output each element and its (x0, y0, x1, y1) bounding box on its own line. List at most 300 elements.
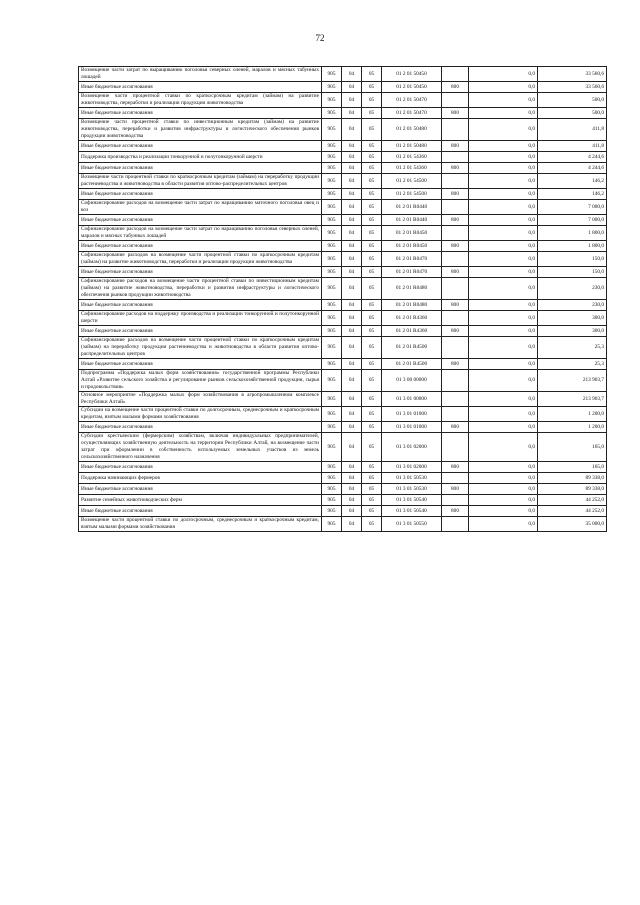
cell-section-code: 04 (342, 119, 362, 141)
cell-amount-2: 165,0 (538, 462, 607, 473)
table-row (79, 484, 607, 495)
cell-description: Развитие семейных животноводческих ферм (79, 495, 322, 506)
cell-description: Иные бюджетные ассигнования (79, 300, 322, 311)
cell-amount-1: 0,0 (469, 517, 538, 532)
cell-subsection-code: 05 (362, 517, 382, 532)
cell-target-article: 01 3 01 00000 (382, 392, 442, 407)
cell-ministry-code: 905 (322, 174, 342, 189)
cell-section-code: 04 (342, 278, 362, 300)
cell-target-article: 01 2 01 50470 (382, 93, 442, 108)
cell-section-code: 04 (342, 174, 362, 189)
cell-subsection-code: 05 (362, 119, 382, 141)
cell-section-code: 04 (342, 189, 362, 200)
cell-ministry-code: 905 (322, 473, 342, 484)
cell-target-article: 01 2 01 R0470 (382, 252, 442, 267)
cell-amount-1: 0,0 (469, 484, 538, 495)
cell-ministry-code: 905 (322, 433, 342, 462)
cell-amount-2: 35 000,0 (538, 517, 607, 532)
cell-section-code: 04 (342, 473, 362, 484)
cell-subsection-code: 05 (362, 267, 382, 278)
cell-ministry-code: 905 (322, 93, 342, 108)
cell-amount-2: 4 244,6 (538, 152, 607, 163)
cell-section-code: 04 (342, 252, 362, 267)
cell-target-article: 01 2 01 50450 (382, 82, 442, 93)
table-row (79, 433, 607, 462)
cell-target-article: 01 2 01 50470 (382, 108, 442, 119)
cell-amount-1: 0,0 (469, 473, 538, 484)
cell-ministry-code: 905 (322, 311, 342, 326)
cell-ministry-code: 905 (322, 108, 342, 119)
cell-subsection-code: 05 (362, 370, 382, 392)
cell-description: Иные бюджетные ассигнования (79, 163, 322, 174)
cell-expense-type (442, 337, 469, 359)
cell-section-code: 04 (342, 108, 362, 119)
cell-ministry-code: 905 (322, 200, 342, 215)
cell-ministry-code: 905 (322, 517, 342, 532)
cell-section-code: 04 (342, 311, 362, 326)
cell-amount-2: 146,2 (538, 189, 607, 200)
cell-subsection-code: 05 (362, 506, 382, 517)
cell-description: Софинансирование расходов на возмещение части затрат по наращиванию поголовья северных оленей, маралов и мясных табунных лошадей (79, 226, 322, 241)
cell-target-article: 01 2 01 50450 (382, 67, 442, 82)
cell-expense-type: 800 (442, 82, 469, 93)
cell-target-article: 01 2 01 R0440 (382, 215, 442, 226)
table-row (79, 392, 607, 407)
cell-amount-1: 0,0 (469, 495, 538, 506)
cell-amount-2: 33 560,6 (538, 67, 607, 82)
table-row (79, 226, 607, 241)
cell-ministry-code: 905 (322, 82, 342, 93)
cell-subsection-code: 05 (362, 359, 382, 370)
cell-expense-type: 800 (442, 484, 469, 495)
cell-target-article: 01 3 01 01000 (382, 422, 442, 433)
cell-expense-type: 800 (442, 422, 469, 433)
cell-description: Возмещение части процентной ставки по краткосрочным кредитам (займам) на переработку продукции растениеводства и животноводства в области развития оптово-распределительных центров (79, 174, 322, 189)
cell-amount-2: 25,3 (538, 337, 607, 359)
cell-description: Иные бюджетные ассигнования (79, 189, 322, 200)
cell-ministry-code: 905 (322, 226, 342, 241)
table-row (79, 359, 607, 370)
page-number: 72 (315, 33, 325, 43)
cell-target-article: 01 3 01 50550 (382, 517, 442, 532)
cell-amount-2: 1 800,0 (538, 226, 607, 241)
cell-amount-2: 89 338,0 (538, 473, 607, 484)
cell-target-article: 01 2 01 R0450 (382, 226, 442, 241)
cell-description: Поддержка производства и реализации тонкорунной и полутонкорунной шерсти (79, 152, 322, 163)
cell-subsection-code: 05 (362, 337, 382, 359)
cell-amount-2: 411,8 (538, 119, 607, 141)
table-row (79, 300, 607, 311)
cell-section-code: 04 (342, 506, 362, 517)
cell-target-article: 01 2 01 54360 (382, 152, 442, 163)
cell-amount-1: 0,0 (469, 200, 538, 215)
cell-expense-type (442, 152, 469, 163)
cell-amount-2: 89 338,0 (538, 484, 607, 495)
table-row (79, 495, 607, 506)
cell-subsection-code: 05 (362, 163, 382, 174)
cell-target-article: 01 2 01 R4360 (382, 311, 442, 326)
cell-description: Софинансирование расходов на возмещение части процентной ставки по краткосрочным кредитам (займам) на переработку продукции растениеводства и животноводства в области развития оптово-распределительных центров (79, 337, 322, 359)
cell-section-code: 04 (342, 359, 362, 370)
cell-ministry-code: 905 (322, 241, 342, 252)
cell-expense-type: 800 (442, 267, 469, 278)
cell-description: Софинансирование расходов на возмещение части затрат по наращиванию маточного поголовья овец и коз (79, 200, 322, 215)
cell-ministry-code: 905 (322, 152, 342, 163)
table-row (79, 174, 607, 189)
cell-description: Иные бюджетные ассигнования (79, 108, 322, 119)
cell-expense-type (442, 495, 469, 506)
cell-target-article: 01 2 01 R0440 (382, 200, 442, 215)
cell-ministry-code: 905 (322, 119, 342, 141)
cell-target-article: 01 3 01 50540 (382, 495, 442, 506)
cell-section-code: 04 (342, 300, 362, 311)
cell-subsection-code: 05 (362, 141, 382, 152)
cell-amount-1: 0,0 (469, 152, 538, 163)
cell-expense-type (442, 200, 469, 215)
cell-amount-1: 0,0 (469, 174, 538, 189)
cell-amount-1: 0,0 (469, 337, 538, 359)
cell-ministry-code: 905 (322, 278, 342, 300)
cell-ministry-code: 905 (322, 484, 342, 495)
cell-target-article: 01 2 01 R4500 (382, 337, 442, 359)
cell-subsection-code: 05 (362, 311, 382, 326)
cell-section-code: 04 (342, 67, 362, 82)
cell-expense-type: 800 (442, 108, 469, 119)
cell-description: Софинансирование расходов на возмещение части процентной ставки по инвестиционным кредитам (займам) на развитие животноводства, переработки и развития инфраструктуры и логистического обеспечения рынков продукции животноводства (79, 278, 322, 300)
cell-subsection-code: 05 (362, 174, 382, 189)
cell-target-article: 01 2 01 54360 (382, 163, 442, 174)
cell-description: Возмещение части процентной ставки по краткосрочным кредитам (займам) на развитие животноводства, переработки и реализации продукции животноводства (79, 93, 322, 108)
cell-subsection-code: 05 (362, 152, 382, 163)
cell-expense-type (442, 407, 469, 422)
cell-amount-1: 0,0 (469, 392, 538, 407)
table-row (79, 370, 607, 392)
cell-amount-1: 0,0 (469, 462, 538, 473)
cell-amount-1: 0,0 (469, 67, 538, 82)
cell-expense-type (442, 278, 469, 300)
cell-amount-1: 0,0 (469, 108, 538, 119)
cell-description: Иные бюджетные ассигнования (79, 267, 322, 278)
cell-ministry-code: 905 (322, 300, 342, 311)
cell-amount-1: 0,0 (469, 189, 538, 200)
cell-section-code: 04 (342, 326, 362, 337)
cell-expense-type (442, 517, 469, 532)
table-row (79, 141, 607, 152)
cell-subsection-code: 05 (362, 407, 382, 422)
cell-target-article: 01 2 01 50480 (382, 119, 442, 141)
cell-section-code: 04 (342, 433, 362, 462)
cell-amount-1: 0,0 (469, 359, 538, 370)
cell-target-article: 01 2 01 54500 (382, 174, 442, 189)
cell-subsection-code: 05 (362, 495, 382, 506)
cell-expense-type (442, 473, 469, 484)
table-row (79, 407, 607, 422)
cell-target-article: 01 3 01 50540 (382, 506, 442, 517)
cell-description: Возмещение части процентной ставки по инвестиционным кредитам (займам) на развитие животноводства, переработки и развития инфраструктуры и логистического обеспечения рынков продукции животноводства (79, 119, 322, 141)
table-row (79, 152, 607, 163)
cell-amount-1: 0,0 (469, 215, 538, 226)
cell-description: Возмещение части процентной ставки по долгосрочным, среднесрочным и краткосрочным кредитам, взятым малыми формами хозяйствования (79, 517, 322, 532)
cell-section-code: 04 (342, 141, 362, 152)
cell-ministry-code: 905 (322, 506, 342, 517)
table-row (79, 119, 607, 141)
cell-section-code: 04 (342, 152, 362, 163)
cell-section-code: 04 (342, 215, 362, 226)
budget-table-body (79, 67, 607, 532)
cell-ministry-code: 905 (322, 189, 342, 200)
cell-amount-2: 44 252,0 (538, 506, 607, 517)
cell-expense-type (442, 226, 469, 241)
cell-description: Иные бюджетные ассигнования (79, 422, 322, 433)
cell-ministry-code: 905 (322, 141, 342, 152)
cell-section-code: 04 (342, 241, 362, 252)
cell-subsection-code: 05 (362, 215, 382, 226)
cell-expense-type: 800 (442, 241, 469, 252)
cell-description: Софинансирование расходов на возмещение части процентной ставки по краткосрочным кредитам (займам) на развитие животноводства, переработки и реализации продукции животноводства (79, 252, 322, 267)
cell-amount-2: 7 000,0 (538, 200, 607, 215)
cell-expense-type (442, 392, 469, 407)
cell-target-article: 01 2 01 R0480 (382, 300, 442, 311)
cell-ministry-code: 905 (322, 326, 342, 337)
cell-expense-type (442, 311, 469, 326)
cell-amount-2: 33 560,6 (538, 82, 607, 93)
cell-target-article: 01 3 01 50530 (382, 473, 442, 484)
cell-target-article: 01 2 01 54500 (382, 189, 442, 200)
table-row (79, 189, 607, 200)
cell-amount-2: 25,3 (538, 359, 607, 370)
cell-subsection-code: 05 (362, 326, 382, 337)
cell-subsection-code: 05 (362, 278, 382, 300)
table-row (79, 252, 607, 267)
cell-ministry-code: 905 (322, 370, 342, 392)
table-row (79, 163, 607, 174)
cell-expense-type (442, 174, 469, 189)
cell-description: Иные бюджетные ассигнования (79, 215, 322, 226)
cell-amount-1: 0,0 (469, 241, 538, 252)
cell-amount-1: 0,0 (469, 82, 538, 93)
cell-amount-1: 0,0 (469, 226, 538, 241)
cell-ministry-code: 905 (322, 163, 342, 174)
cell-description: Иные бюджетные ассигнования (79, 326, 322, 337)
cell-description: Софинансирование расходов на поддержку производства и реализации тонкорунной и полутонкорунной шерсти (79, 311, 322, 326)
table-row (79, 422, 607, 433)
cell-expense-type (442, 370, 469, 392)
cell-section-code: 04 (342, 200, 362, 215)
cell-description: Возмещение части затрат по выращиванию поголовья северных оленей, маралов и мясных табунных лошадей (79, 67, 322, 82)
cell-section-code: 04 (342, 495, 362, 506)
cell-amount-2: 300,0 (538, 326, 607, 337)
table-row (79, 215, 607, 226)
cell-section-code: 04 (342, 82, 362, 93)
cell-subsection-code: 05 (362, 93, 382, 108)
cell-amount-1: 0,0 (469, 252, 538, 267)
cell-amount-1: 0,0 (469, 506, 538, 517)
cell-expense-type: 800 (442, 141, 469, 152)
cell-description: Иные бюджетные ассигнования (79, 241, 322, 252)
cell-amount-2: 213 903,7 (538, 370, 607, 392)
cell-amount-1: 0,0 (469, 370, 538, 392)
cell-amount-2: 500,0 (538, 108, 607, 119)
cell-ministry-code: 905 (322, 337, 342, 359)
table-row (79, 67, 607, 82)
cell-target-article: 01 3 01 01000 (382, 407, 442, 422)
cell-description: Иные бюджетные ассигнования (79, 462, 322, 473)
cell-amount-2: 230,0 (538, 278, 607, 300)
table-row (79, 278, 607, 300)
cell-ministry-code: 905 (322, 215, 342, 226)
cell-target-article: 01 2 01 50480 (382, 141, 442, 152)
cell-amount-2: 7 000,0 (538, 215, 607, 226)
cell-target-article: 01 3 01 50530 (382, 484, 442, 495)
cell-amount-1: 0,0 (469, 93, 538, 108)
table-row (79, 108, 607, 119)
cell-amount-2: 213 903,7 (538, 392, 607, 407)
cell-amount-2: 150,0 (538, 252, 607, 267)
cell-amount-1: 0,0 (469, 267, 538, 278)
cell-amount-2: 230,0 (538, 300, 607, 311)
cell-target-article: 01 2 01 R4500 (382, 359, 442, 370)
cell-amount-2: 1 800,0 (538, 241, 607, 252)
cell-subsection-code: 05 (362, 241, 382, 252)
cell-ministry-code: 905 (322, 422, 342, 433)
cell-target-article: 01 3 01 02000 (382, 433, 442, 462)
cell-subsection-code: 05 (362, 433, 382, 462)
cell-section-code: 04 (342, 392, 362, 407)
cell-amount-1: 0,0 (469, 422, 538, 433)
table-row (79, 462, 607, 473)
cell-amount-2: 300,0 (538, 311, 607, 326)
cell-section-code: 04 (342, 163, 362, 174)
cell-amount-1: 0,0 (469, 119, 538, 141)
cell-target-article: 01 3 01 02000 (382, 462, 442, 473)
cell-subsection-code: 05 (362, 422, 382, 433)
table-row (79, 200, 607, 215)
cell-target-article: 01 2 01 R0450 (382, 241, 442, 252)
cell-subsection-code: 05 (362, 189, 382, 200)
cell-expense-type: 800 (442, 215, 469, 226)
cell-amount-2: 411,8 (538, 141, 607, 152)
cell-section-code: 04 (342, 226, 362, 241)
table-row (79, 337, 607, 359)
cell-amount-1: 0,0 (469, 141, 538, 152)
cell-amount-1: 0,0 (469, 300, 538, 311)
cell-subsection-code: 05 (362, 108, 382, 119)
cell-amount-2: 1 200,0 (538, 422, 607, 433)
cell-ministry-code: 905 (322, 359, 342, 370)
cell-section-code: 04 (342, 93, 362, 108)
cell-amount-1: 0,0 (469, 407, 538, 422)
table-row (79, 326, 607, 337)
cell-amount-2: 165,0 (538, 433, 607, 462)
cell-amount-2: 146,2 (538, 174, 607, 189)
cell-target-article: 01 3 00 00000 (382, 370, 442, 392)
cell-expense-type: 800 (442, 300, 469, 311)
cell-section-code: 04 (342, 370, 362, 392)
cell-expense-type: 800 (442, 359, 469, 370)
cell-section-code: 04 (342, 337, 362, 359)
cell-expense-type: 800 (442, 189, 469, 200)
cell-target-article: 01 2 01 R4360 (382, 326, 442, 337)
cell-expense-type: 800 (442, 163, 469, 174)
cell-section-code: 04 (342, 517, 362, 532)
table-row (79, 473, 607, 484)
cell-subsection-code: 05 (362, 484, 382, 495)
cell-description: Субсидии на возмещение части процентной ставки по долгосрочным, среднесрочным и краткосрочным кредитам, взятым малыми формами хозяйствования (79, 407, 322, 422)
table-row (79, 82, 607, 93)
cell-amount-2: 44 252,0 (538, 495, 607, 506)
cell-description: Иные бюджетные ассигнования (79, 506, 322, 517)
cell-subsection-code: 05 (362, 200, 382, 215)
cell-subsection-code: 05 (362, 67, 382, 82)
cell-subsection-code: 05 (362, 226, 382, 241)
cell-description: Субсидии крестьянским (фермерским) хозяйствам, включая индивидуальных предпринимателей, осуществляющих хозяйственную деятельность на территории Республики Алтай, на возмещение части затрат при оформлении в собственность используемых земельных участков из земель сельскохозяйственного назначения (79, 433, 322, 462)
cell-amount-2: 150,0 (538, 267, 607, 278)
cell-expense-type: 800 (442, 462, 469, 473)
cell-amount-1: 0,0 (469, 433, 538, 462)
cell-expense-type (442, 252, 469, 267)
cell-ministry-code: 905 (322, 67, 342, 82)
cell-description: Иные бюджетные ассигнования (79, 141, 322, 152)
cell-amount-1: 0,0 (469, 163, 538, 174)
cell-expense-type (442, 67, 469, 82)
cell-expense-type: 800 (442, 506, 469, 517)
cell-expense-type (442, 119, 469, 141)
cell-description: Иные бюджетные ассигнования (79, 359, 322, 370)
table-row (79, 241, 607, 252)
cell-description: Иные бюджетные ассигнования (79, 82, 322, 93)
table-row (79, 517, 607, 532)
cell-ministry-code: 905 (322, 407, 342, 422)
cell-amount-1: 0,0 (469, 278, 538, 300)
cell-ministry-code: 905 (322, 252, 342, 267)
cell-amount-1: 0,0 (469, 326, 538, 337)
table-row (79, 311, 607, 326)
budget-table (78, 66, 607, 532)
cell-section-code: 04 (342, 484, 362, 495)
cell-amount-2: 1 200,0 (538, 407, 607, 422)
cell-description: Основное мероприятие «Поддержка малых форм хозяйствования в агропромышленном комплексе Республики Алтай» (79, 392, 322, 407)
cell-description: Поддержка начинающих фермеров (79, 473, 322, 484)
table-row (79, 506, 607, 517)
cell-description: Подпрограмма «Поддержка малых форм хозяйствования» государственной программы Республики Алтай «Развитие сельского хозяйства и регулирование рынков сельскохозяйственной продукции, сырья и продовольствия» (79, 370, 322, 392)
cell-section-code: 04 (342, 407, 362, 422)
cell-ministry-code: 905 (322, 462, 342, 473)
cell-ministry-code: 905 (322, 495, 342, 506)
cell-ministry-code: 905 (322, 392, 342, 407)
cell-subsection-code: 05 (362, 300, 382, 311)
cell-section-code: 04 (342, 267, 362, 278)
cell-section-code: 04 (342, 462, 362, 473)
cell-subsection-code: 05 (362, 462, 382, 473)
cell-expense-type (442, 93, 469, 108)
cell-amount-2: 4 244,6 (538, 163, 607, 174)
cell-target-article: 01 2 01 R0470 (382, 267, 442, 278)
cell-ministry-code: 905 (322, 267, 342, 278)
cell-target-article: 01 2 01 R0480 (382, 278, 442, 300)
cell-subsection-code: 05 (362, 252, 382, 267)
cell-subsection-code: 05 (362, 473, 382, 484)
cell-expense-type: 800 (442, 326, 469, 337)
cell-description: Иные бюджетные ассигнования (79, 484, 322, 495)
cell-amount-2: 500,0 (538, 93, 607, 108)
cell-amount-1: 0,0 (469, 311, 538, 326)
table-row (79, 267, 607, 278)
table-row (79, 93, 607, 108)
cell-expense-type (442, 433, 469, 462)
cell-subsection-code: 05 (362, 392, 382, 407)
cell-subsection-code: 05 (362, 82, 382, 93)
cell-section-code: 04 (342, 422, 362, 433)
